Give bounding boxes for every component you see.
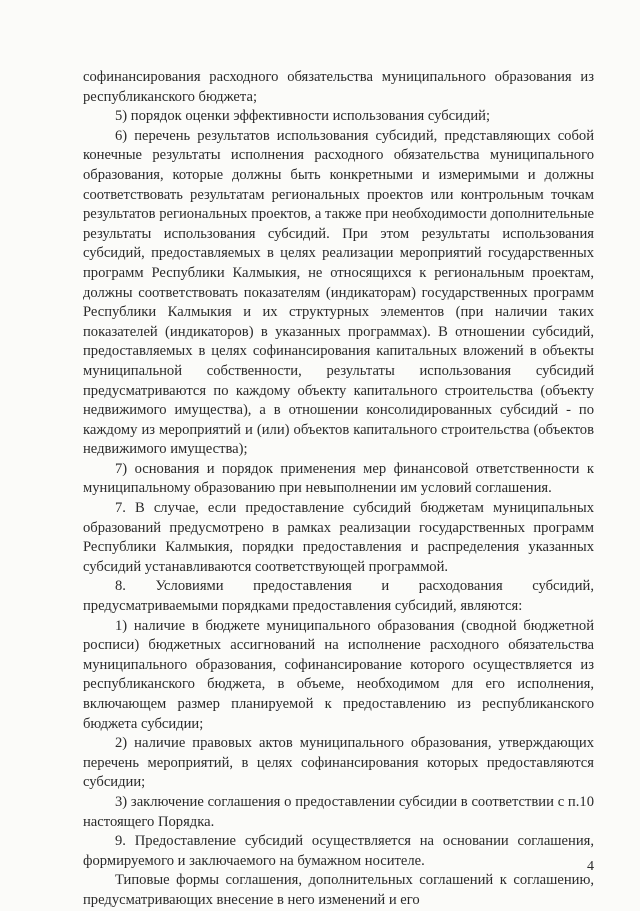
paragraph: софинансирования расходного обязательства муниципального образования из республиканского бюджета; [83, 69, 594, 105]
paragraph: 8. Условиями предоставления и расходования субсидий, предусматриваемыми порядками предоставления субсидий, являются: [83, 578, 594, 615]
paragraph: 7. В случае, если предоставление субсидий бюджетам муниципальных образований предусмотрено в рамках реализации государственных программ Республики Калмыкия, порядки предоставления и распределения указанных субсидий устанавливаются соответствующей программой. [83, 500, 594, 575]
paragraph: 9. Предоставление субсидий осуществляется на основании соглашения, формируемого и заключаемого на бумажном носителе. [83, 833, 594, 869]
paragraph: 5) порядок оценки эффективности использования субсидий; [115, 108, 491, 125]
paragraph: 2) наличие правовых актов муниципального образования, утверждающих перечень мероприятий, в целях софинансирования которых предоставляются субсидии; [83, 735, 594, 791]
document-body [83, 68, 594, 911]
paragraph: 3) заключение соглашения о предоставлении субсидии в соответствии с п.10 настоящего Порядка. [83, 793, 594, 830]
paragraph: Типовые формы соглашения, дополнительных соглашений к соглашению, предусматривающих внесение в него изменений и его [83, 872, 594, 908]
page-number: 4 [587, 859, 594, 874]
paragraph: 6) перечень результатов использования субсидий, представляющих собой конечные результаты исполнения расходного обязательства муниципального образования, которые должны быть конкретными и измеримыми и должны соответствовать результатам региональных проектов или контрольным точкам результатов региональных проектов, а также при необходимости дополнительные результаты использования субсидий. При этом результаты использования субсидий, предоставляемых в целях реализации мероприятий государственных программ Республики Калмыкия, не относящихся к региональным проектам, должны соответствовать показателям (индикаторам) государственных программ Республики Калмыкия и их структурных элементов (при наличии таких показателей (индикаторов) в указанных программах). В отношении субсидий, предоставляемых в целях софинансирования капитальных вложений в объекты муниципальной собственности, результаты использования субсидий предусматриваются по каждому объекту капитального строительства (объекту недвижимого имущества), а в отношении консолидированных субсидий - по каждому из мероприятий и (или) объектов капитального строительства (объектов недвижимого имущества); [83, 127, 594, 458]
paragraph: 7) основания и порядок применения мер финансовой ответственности к муниципальному образованию при невыполнении им условий соглашения. [83, 460, 594, 497]
paragraph: 1) наличие в бюджете муниципального образования (сводной бюджетной росписи) бюджетных ассигнований на исполнение расходного обязательства муниципального образования, софинансирование которого осуществляется из республиканского бюджета, в объеме, необходимом для его исполнения, включающем размер планируемой к предоставлению из республиканского бюджета субсидии; [83, 617, 594, 732]
